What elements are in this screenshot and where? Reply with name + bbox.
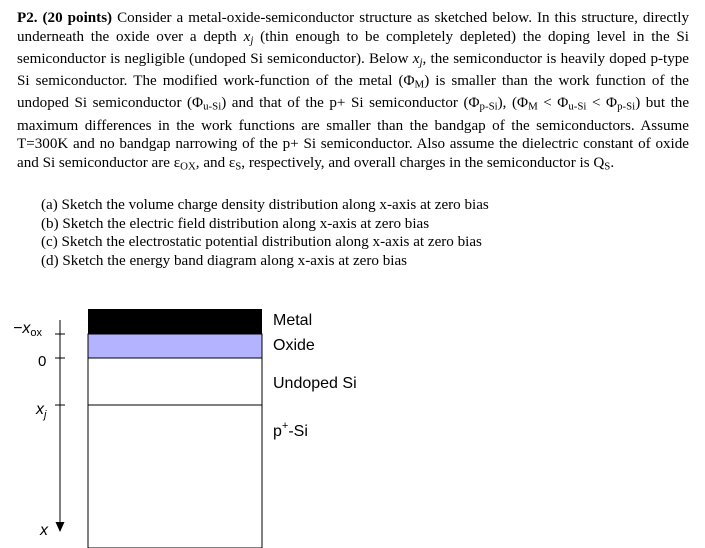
text-segment: , respectively, and overall charges in the semiconductor is Q: [241, 154, 605, 171]
axis-label-xj: $x_j$: [36, 401, 47, 421]
text-segment: ), (Φ: [497, 95, 529, 112]
text-sub: j: [419, 56, 423, 69]
part-d: (d) Sketch the energy band diagram along x-axis at zero bias: [41, 253, 408, 270]
oxide-label: Oxide: [273, 337, 315, 354]
part-b: (b) Sketch the electric field distribution along x-axis at zero bias: [41, 215, 430, 232]
text-sub: S: [604, 160, 611, 173]
text-var: x: [243, 28, 251, 45]
axis-label-neg-xox: −xox: [13, 320, 42, 339]
text-sub: S: [235, 160, 242, 173]
metal-label: Metal: [273, 312, 313, 329]
text-sub: OX: [180, 160, 196, 173]
text-sub: u-Si: [568, 101, 587, 114]
text-sub: u-Si: [203, 101, 222, 114]
text-var: x: [412, 50, 420, 67]
text-segment: ) is smaller than the work function of the undoped Si semiconductor (Φ: [17, 73, 689, 112]
axis-label-zero: 0: [38, 353, 47, 370]
x-axis-arrow-icon: [56, 522, 65, 532]
part-c: (c) Sketch the electrostatic potential distribution along x-axis at zero bias: [41, 234, 482, 251]
metal-layer: [88, 309, 262, 334]
text-segment: .: [610, 154, 615, 171]
text-segment: , the semiconductor is heavily doped p-type Si semiconductor. The modified work-function of the metal (Φ: [17, 50, 690, 90]
oxide-layer: [88, 334, 262, 358]
part-a: (a) Sketch the volume charge density distribution along x-axis at zero bias: [41, 197, 489, 213]
text-segment: (thin enough to be completely depleted) the doping level in the Si semiconductor is negligible (undoped Si semiconductor). Below: [17, 28, 690, 67]
axis-label-x: x: [40, 522, 48, 539]
text-segment: , and ε: [195, 154, 236, 171]
text-segment: < Φ: [537, 95, 569, 112]
text-sub: p-Si: [479, 101, 498, 114]
text-segment: Consider a metal-oxide-semiconductor structure as sketched below. In this structure, directly underneath the oxide over a depth: [17, 10, 689, 45]
text-sub: M: [414, 78, 425, 91]
undoped-si-layer: [88, 358, 262, 405]
problem-points: (20 points): [42, 10, 113, 26]
text-segment: ) and that of the p+ Si semiconductor (Φ: [221, 95, 480, 112]
text-sub: j: [250, 34, 254, 47]
text-segment: < Φ: [586, 95, 618, 112]
text-segment: ) but the maximum differences in the work functions are smaller than the bandgap of the semiconductors. Assume T=300K and no bandgap narrowing of the p+ Si semiconductor. Also assume the dielectric constant of oxide and Si semiconductor are ε: [17, 95, 690, 171]
problem-number: P2.: [17, 10, 38, 26]
text-sub: M: [528, 101, 538, 114]
p-plus-si-label: p+-Si: [273, 420, 308, 440]
undoped-si-label: Undoped Si: [273, 375, 357, 392]
p-plus-si-layer: [88, 405, 262, 548]
text-sub: p-Si: [617, 101, 636, 114]
